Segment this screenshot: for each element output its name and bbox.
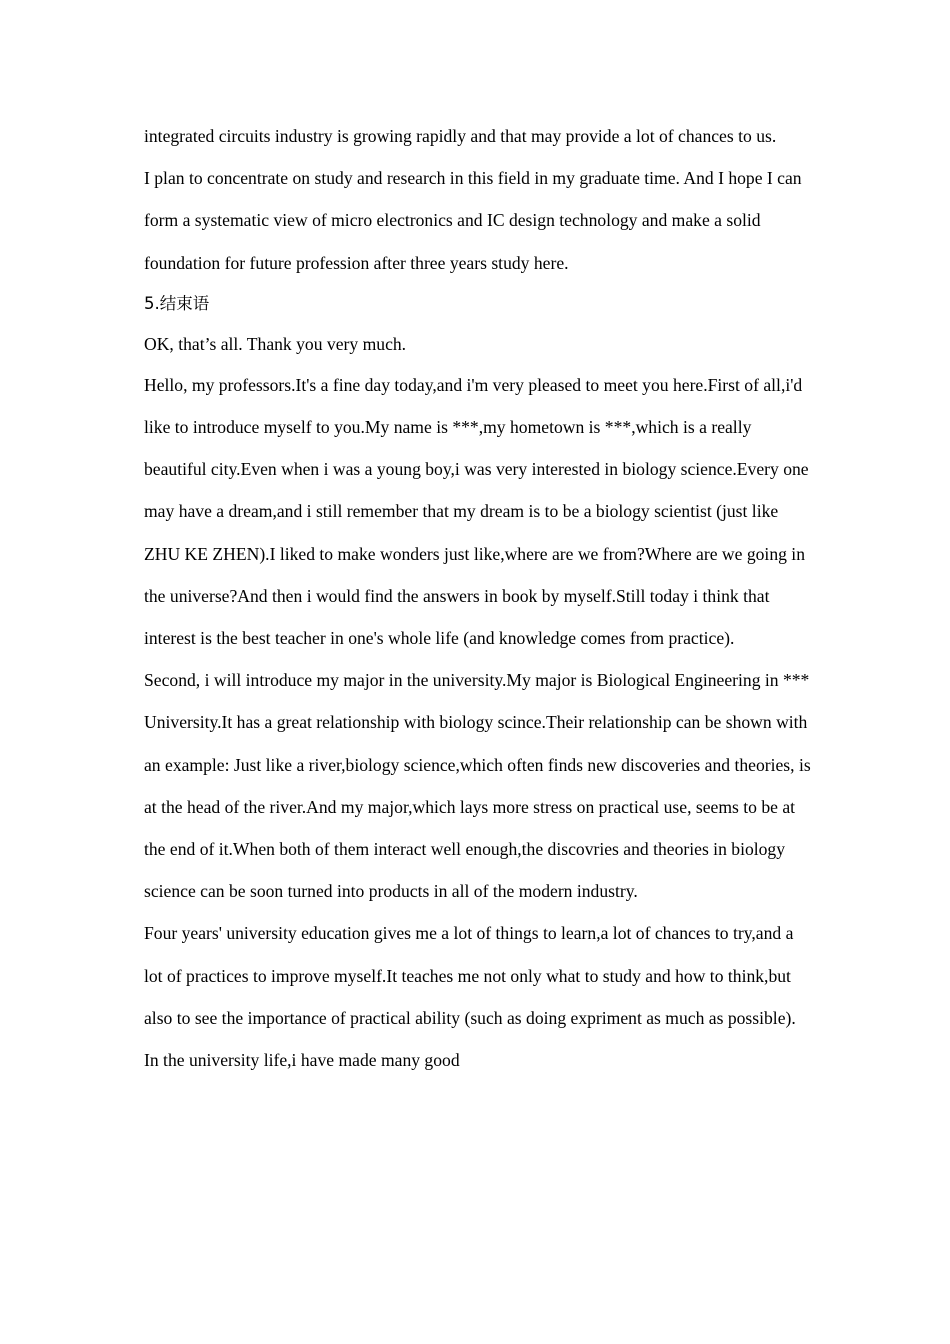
section-heading-conclusion: 5.结束语 [144, 293, 210, 313]
document-body [144, 115, 812, 1081]
paragraph-university-education: Four years' university education gives me a lot of things to learn,a lot of chances to try,and a lot of practices to improve myself.It teaches me not only what to study and how to think,but also to see the importance of practical ability (such as doing expriment as much as possible). In the university life,i have made many good [144, 923, 796, 1071]
paragraph-introduction: Hello, my professors.It's a fine day today,and i'm very pleased to meet you here.First of all,i'd like to introduce myself to you.My name is ***,my hometown is ***,which is a really beautiful city.Even when i was a young boy,i was very interested in biology science.Every one may have a dream,and i still remember that my dream is to be a biology scientist (just like ZHU KE ZHEN).I liked to make wonders just like,where are we from?Where are we going in the universe?And then i would find the answers in book by myself.Still today i think that interest is the best teacher in one's whole life (and knowledge comes from practice). [144, 374, 809, 649]
paragraph-closing: OK, that’s all. Thank you very much. [144, 333, 407, 354]
paragraph-major: Second, i will introduce my major in the university.My major is Biological Engineering in *** University.It has a great relationship with biology scince.Their relationship can be shown with an example: Just like a river,biology science,which often finds new discoveries and theories, is at the head of the river.And my major,which lays more stress on practical use, seems to be at the end of it.When both of them interact well enough,the discovries and theories in biology science can be soon turned into products in all of the modern industry. [144, 670, 811, 902]
paragraph-ic-industry: integrated circuits industry is growing rapidly and that may provide a lot of chances to us. [144, 126, 777, 146]
paragraph-study-plan: I plan to concentrate on study and research in this field in my graduate time. And I hope I can form a systematic view of micro electronics and IC design technology and make a solid foundation for future profession after three years study here. [144, 168, 802, 273]
